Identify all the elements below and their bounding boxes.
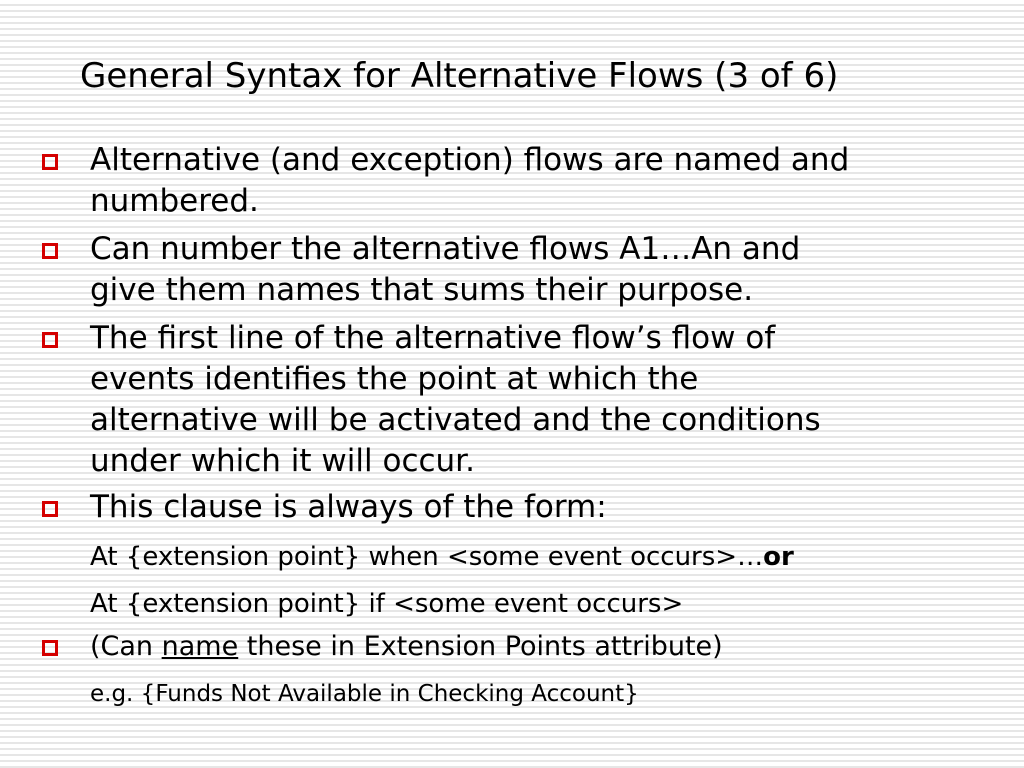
bullet-line: This clause is always of the form: — [90, 489, 607, 525]
bullet-line: Alternative (and exception) flows are named and — [90, 142, 850, 178]
bullet-suffix: these in Extension Points attribute) — [238, 631, 723, 662]
bullet-text — [90, 628, 723, 666]
or-keyword: or — [763, 542, 794, 572]
bullet-line: events identifies the point at which the — [90, 361, 699, 397]
bullet-text — [90, 229, 1010, 311]
bullet-text — [90, 140, 1010, 222]
bullet-text — [90, 487, 1010, 528]
bullet-line: Can number the alternative flows A1…An and — [90, 231, 801, 267]
hollow-square-bullet-icon — [42, 154, 58, 170]
hollow-square-bullet-icon — [42, 243, 58, 259]
slide-title: General Syntax for Alternative Flows (3 of 6) — [80, 56, 839, 96]
bullet-line: alternative will be activated and the conditions — [90, 402, 821, 438]
example-text: e.g. {Funds Not Available in Checking Account} — [90, 681, 639, 707]
bullet-line: under which it will occur. — [90, 443, 475, 479]
form-line-when — [90, 540, 794, 574]
underlined-word: name — [161, 631, 239, 662]
bullet-text — [90, 318, 1010, 482]
hollow-square-bullet-icon — [42, 640, 58, 656]
bullet-line: numbered. — [90, 183, 259, 219]
bullet-line: give them names that sums their purpose. — [90, 272, 754, 308]
hollow-square-bullet-icon — [42, 501, 58, 517]
bullet-line: The first line of the alternative flow’s flow of — [90, 320, 776, 356]
form-line-if: At {extension point} if <some event occurs> — [90, 589, 684, 619]
form-line-when-text: At {extension point} when <some event occurs>… — [90, 542, 764, 572]
bullet-prefix: (Can — [90, 631, 162, 662]
hollow-square-bullet-icon — [42, 332, 58, 348]
